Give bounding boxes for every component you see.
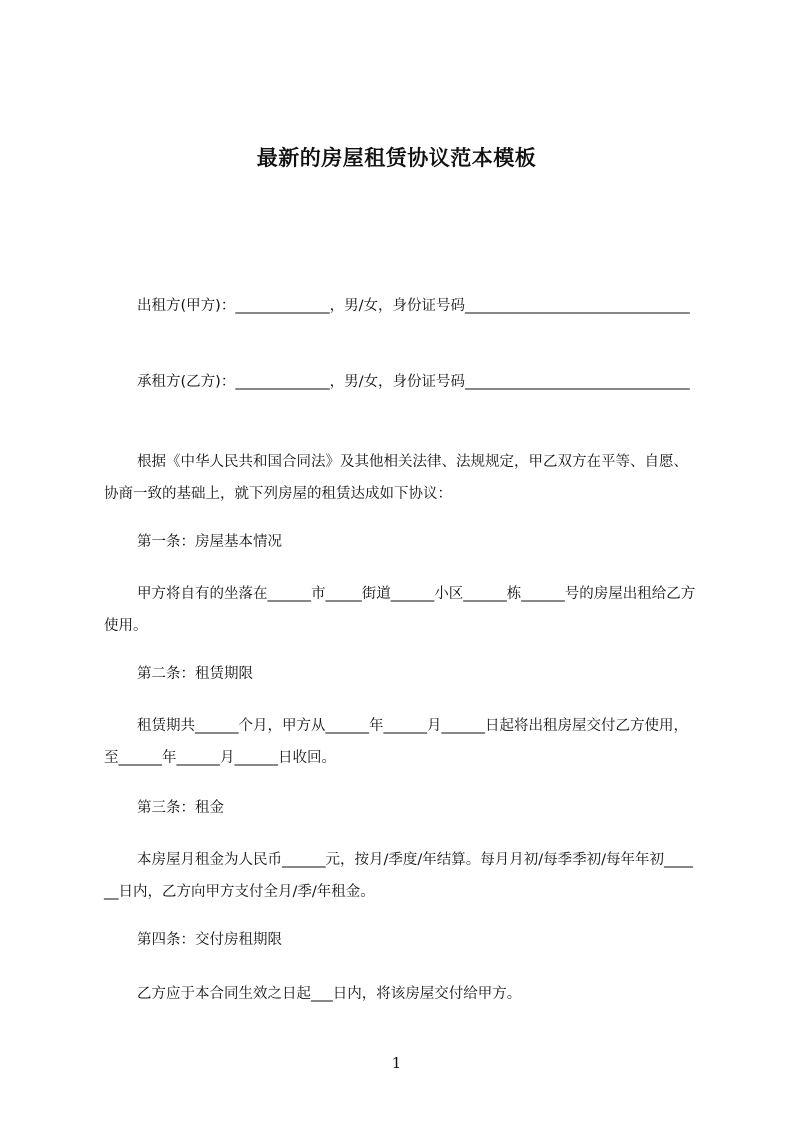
lessee-line: 承租方(乙方)：_____________，男/女，身份证号码_______________________________ [137, 374, 690, 390]
page-number: 1 [391, 1054, 402, 1072]
lessor-line: 出租方(甲方)：_____________，男/女，身份证号码_______________________________ [137, 298, 690, 314]
article-1-text: 甲方将自有的坐落在______市_____街道______小区______栋______号的房屋出租给乙方使用。 [104, 586, 696, 634]
document-title: 最新的房屋租赁协议范本模板 [256, 146, 537, 170]
article-3-text: 本房屋月租金为人民币______元，按月/季度/年结算。每月月初/每季季初/每年年初______日内，乙方向甲方支付全月/季/年租金。 [104, 852, 694, 900]
article-4-text: 乙方应于本合同生效之日起___日内，将该房屋交付给甲方。 [137, 986, 522, 1002]
article-4-heading: 第四条：交付房租期限 [137, 932, 282, 948]
article-2-text: 租赁期共______个月，甲方从______年______月______日起将出租房屋交付乙方使用，至______年______月______日收回。 [104, 718, 688, 766]
preamble-paragraph: 根据《中华人民共和国合同法》及其他相关法律、法规规定，甲乙双方在平等、自愿、协商一致的基础上，就下列房屋的租赁达成如下协议： [104, 454, 688, 502]
article-3-heading: 第三条：租金 [137, 800, 224, 816]
article-2-heading: 第二条：租赁期限 [137, 666, 253, 682]
article-1-heading: 第一条：房屋基本情况 [137, 534, 282, 550]
